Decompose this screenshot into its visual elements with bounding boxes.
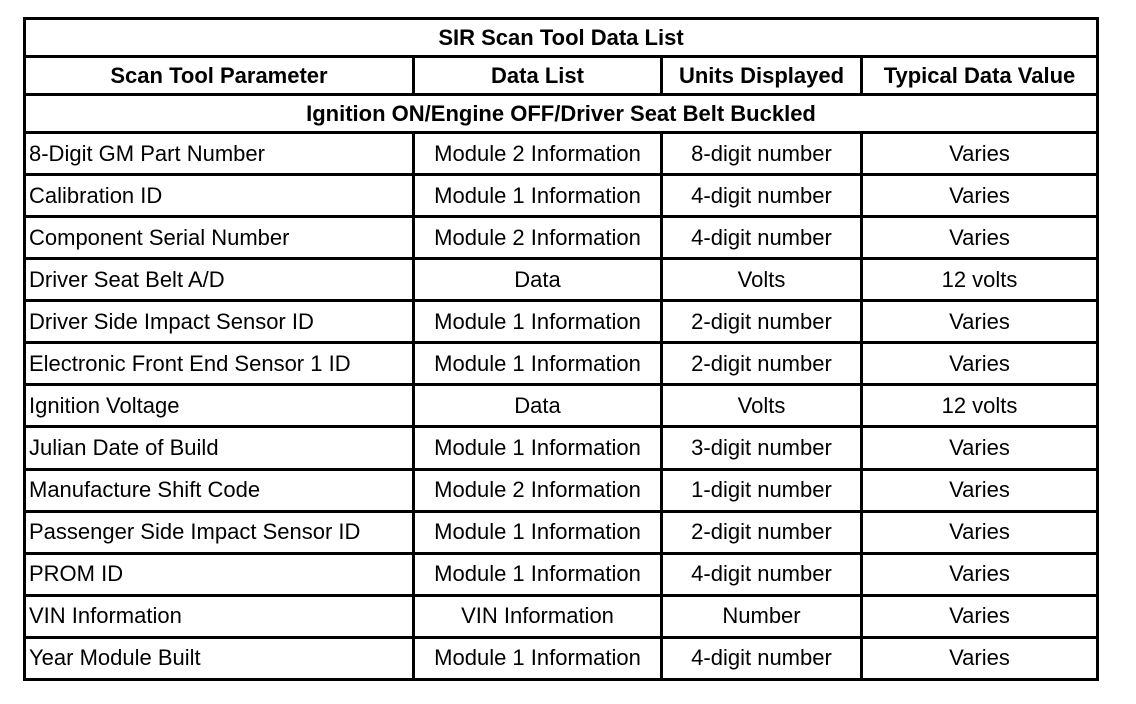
cell-parameter: Passenger Side Impact Sensor ID [25,511,414,553]
cell-parameter: 8-Digit GM Part Number [25,133,414,175]
cell-units: 1-digit number [662,469,862,511]
table-body [25,133,1098,680]
cell-parameter: VIN Information [25,595,414,637]
cell-parameter: Calibration ID [25,175,414,217]
cell-data-list: Module 2 Information [414,133,662,175]
cell-units: Volts [662,259,862,301]
cell-typical-value: 12 volts [862,259,1098,301]
cell-data-list: Data [414,259,662,301]
cell-typical-value: Varies [862,175,1098,217]
table-row [25,343,1098,385]
cell-parameter: Driver Side Impact Sensor ID [25,301,414,343]
table-row [25,385,1098,427]
column-header-units: Units Displayed [662,57,862,95]
cell-parameter: Component Serial Number [25,217,414,259]
cell-typical-value: Varies [862,511,1098,553]
cell-typical-value: Varies [862,595,1098,637]
cell-data-list: Module 1 Information [414,553,662,595]
cell-units: 4-digit number [662,217,862,259]
cell-data-list: VIN Information [414,595,662,637]
table-row [25,427,1098,469]
cell-parameter: Driver Seat Belt A/D [25,259,414,301]
table-row [25,301,1098,343]
cell-typical-value: Varies [862,301,1098,343]
cell-typical-value: Varies [862,217,1098,259]
cell-units: 8-digit number [662,133,862,175]
cell-data-list: Module 2 Information [414,469,662,511]
cell-data-list: Data [414,385,662,427]
column-header-typical-value: Typical Data Value [862,57,1098,95]
table-row [25,469,1098,511]
cell-typical-value: Varies [862,133,1098,175]
cell-data-list: Module 1 Information [414,637,662,679]
table-row [25,511,1098,553]
table-row [25,259,1098,301]
cell-parameter: PROM ID [25,553,414,595]
cell-typical-value: Varies [862,637,1098,679]
cell-units: 3-digit number [662,427,862,469]
column-header-data-list: Data List [414,57,662,95]
table-row [25,175,1098,217]
cell-data-list: Module 1 Information [414,175,662,217]
cell-units: 2-digit number [662,343,862,385]
table-row [25,595,1098,637]
cell-typical-value: Varies [862,553,1098,595]
document-page [23,17,1096,681]
cell-parameter: Year Module Built [25,637,414,679]
cell-units: 2-digit number [662,301,862,343]
table-row [25,217,1098,259]
cell-units: 4-digit number [662,175,862,217]
table-row [25,553,1098,595]
cell-data-list: Module 1 Information [414,511,662,553]
cell-units: Number [662,595,862,637]
table-row [25,133,1098,175]
cell-parameter: Manufacture Shift Code [25,469,414,511]
cell-units: 4-digit number [662,637,862,679]
cell-typical-value: Varies [862,343,1098,385]
cell-typical-value: Varies [862,427,1098,469]
cell-parameter: Julian Date of Build [25,427,414,469]
cell-data-list: Module 1 Information [414,343,662,385]
cell-parameter: Electronic Front End Sensor 1 ID [25,343,414,385]
cell-parameter: Ignition Voltage [25,385,414,427]
sir-data-table [23,17,1099,681]
cell-typical-value: 12 volts [862,385,1098,427]
table-row [25,637,1098,679]
table-title: SIR Scan Tool Data List [25,19,1098,57]
column-header-parameter: Scan Tool Parameter [25,57,414,95]
cell-data-list: Module 2 Information [414,217,662,259]
cell-data-list: Module 1 Information [414,427,662,469]
cell-units: 4-digit number [662,553,862,595]
cell-typical-value: Varies [862,469,1098,511]
cell-units: 2-digit number [662,511,862,553]
cell-data-list: Module 1 Information [414,301,662,343]
cell-units: Volts [662,385,862,427]
header-row [25,57,1098,95]
title-row [25,19,1098,57]
section-row [25,95,1098,133]
section-label: Ignition ON/Engine OFF/Driver Seat Belt Buckled [25,95,1098,133]
